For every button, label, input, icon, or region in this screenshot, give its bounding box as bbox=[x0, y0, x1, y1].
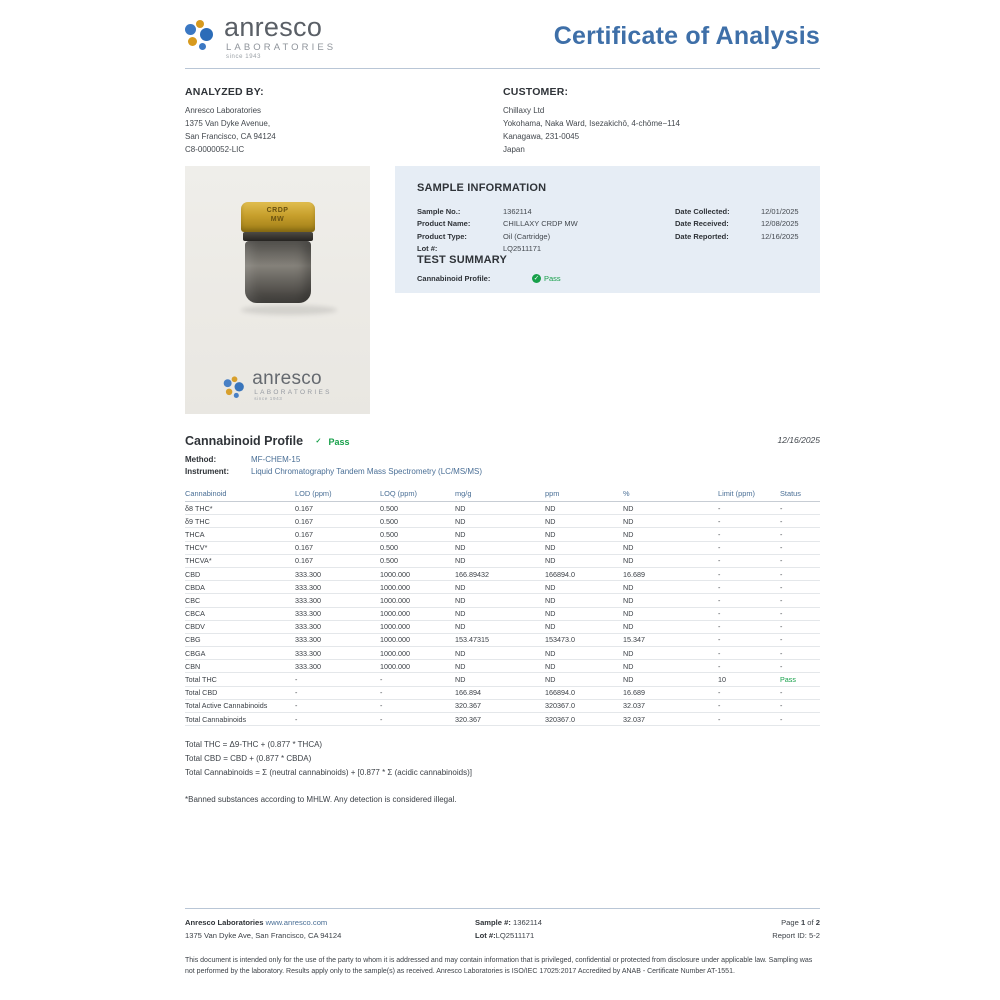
table-row bbox=[185, 541, 820, 554]
table-cell-mgg: ND bbox=[455, 528, 545, 541]
sample-info-key: Sample No.: bbox=[417, 207, 461, 216]
instrument-value: Liquid Chromatography Tandem Mass Spectrometry (LC/MS/MS) bbox=[251, 467, 483, 476]
footer-lab-url[interactable]: www.anresco.com bbox=[265, 918, 328, 927]
formula-line: Total CBD = CBD + (0.877 * CBDA) bbox=[185, 753, 312, 763]
anresco-logo-icon bbox=[223, 377, 240, 394]
jar-lid-label-line2: MW bbox=[270, 215, 285, 223]
table-cell-ppm: ND bbox=[545, 502, 623, 515]
jar-body bbox=[245, 241, 311, 303]
table-cell-sta: - bbox=[780, 581, 820, 594]
sample-info-value: Oil (Cartridge) bbox=[503, 231, 551, 241]
table-cell-ppm: ND bbox=[545, 541, 623, 554]
table-cell-lim: - bbox=[718, 647, 780, 660]
footer-lot-value: LQ2511171 bbox=[495, 930, 535, 940]
sample-information-right-list bbox=[675, 206, 799, 243]
table-row bbox=[185, 581, 820, 594]
col-header-ppm: ppm bbox=[545, 487, 623, 502]
table-row bbox=[185, 647, 820, 660]
table-cell-lod: - bbox=[295, 713, 380, 726]
table-cell-lim: - bbox=[718, 607, 780, 620]
table-cell-pct: 15.347 bbox=[623, 633, 718, 646]
document-footer bbox=[185, 908, 820, 978]
logo-name: anresco bbox=[252, 367, 322, 389]
table-cell-loq: 1000.000 bbox=[380, 567, 455, 580]
table-cell-lod: 0.167 bbox=[295, 515, 380, 528]
table-cell-an: Total Active Cannabinoids bbox=[185, 699, 295, 712]
footer-sample-value: 1362114 bbox=[513, 918, 542, 927]
table-cell-ppm: 320367.0 bbox=[545, 699, 623, 712]
table-cell-lod: 333.300 bbox=[295, 660, 380, 673]
jar-lid bbox=[241, 202, 315, 232]
customer-line: Japan bbox=[503, 144, 525, 154]
table-cell-lim: - bbox=[718, 528, 780, 541]
table-cell-loq: - bbox=[380, 686, 455, 699]
table-cell-mgg: 320.367 bbox=[455, 713, 545, 726]
table-cell-mgg: ND bbox=[455, 581, 545, 594]
page-title: Certificate of Analysis bbox=[553, 22, 820, 50]
table-cell-loq: 0.500 bbox=[380, 502, 455, 515]
table-row bbox=[185, 673, 820, 686]
table-row bbox=[185, 686, 820, 699]
table-cell-ppm: ND bbox=[545, 528, 623, 541]
table-cell-lod: - bbox=[295, 673, 380, 686]
table-cell-lod: 0.167 bbox=[295, 502, 380, 515]
table-cell-loq: 1000.000 bbox=[380, 660, 455, 673]
sample-info-value: CHILLAXY CRDP MW bbox=[503, 219, 578, 229]
table-cell-pct: ND bbox=[623, 607, 718, 620]
banned-substances-note: *Banned substances according to MHLW. Any detection is considered illegal. bbox=[185, 795, 457, 805]
table-row bbox=[185, 633, 820, 646]
table-cell-sta: - bbox=[780, 541, 820, 554]
instrument-line bbox=[185, 467, 820, 476]
table-cell-lod: 333.300 bbox=[295, 567, 380, 580]
table-cell-loq: 0.500 bbox=[380, 515, 455, 528]
table-cell-ppm: ND bbox=[545, 554, 623, 567]
table-cell-loq: 1000.000 bbox=[380, 581, 455, 594]
table-cell-lim: - bbox=[718, 502, 780, 515]
sample-date-value: 12/08/2025 bbox=[761, 219, 799, 229]
table-cell-mgg: ND bbox=[455, 502, 545, 515]
table-cell-an: CBGA bbox=[185, 647, 295, 660]
table-cell-sta: - bbox=[780, 620, 820, 633]
table-cell-lod: 333.300 bbox=[295, 607, 380, 620]
table-cell-pct: ND bbox=[623, 581, 718, 594]
table-cell-loq: 1000.000 bbox=[380, 594, 455, 607]
section-status-label: Pass bbox=[328, 437, 350, 447]
table-cell-loq: 1000.000 bbox=[380, 620, 455, 633]
table-cell-an: Total THC bbox=[185, 673, 295, 686]
col-header-lod: LOD (ppm) bbox=[295, 487, 380, 502]
logo-since: since 1943 bbox=[254, 396, 283, 402]
table-cell-sta: - bbox=[780, 660, 820, 673]
table-cell-ppm: 166894.0 bbox=[545, 567, 623, 580]
table-cell-sta: - bbox=[780, 713, 820, 726]
table-cell-pct: ND bbox=[623, 594, 718, 607]
formula-notes bbox=[185, 738, 820, 779]
table-cell-ppm: ND bbox=[545, 647, 623, 660]
table-row bbox=[185, 515, 820, 528]
product-photo bbox=[185, 166, 370, 414]
sample-date-row bbox=[675, 206, 799, 218]
document-header bbox=[185, 0, 820, 70]
sample-info-key: Product Name: bbox=[417, 219, 471, 229]
table-cell-ppm: ND bbox=[545, 620, 623, 633]
footer-page-total: 2 bbox=[815, 918, 820, 927]
table-cell-sta: - bbox=[780, 567, 820, 580]
customer-line: Chillaxy Ltd bbox=[503, 106, 545, 115]
table-cell-an: CBC bbox=[185, 594, 295, 607]
table-cell-mgg: ND bbox=[455, 607, 545, 620]
table-cell-sta: - bbox=[780, 686, 820, 699]
table-cell-sta: - bbox=[780, 515, 820, 528]
col-header-cannabinoid: Cannabinoid bbox=[185, 487, 295, 502]
table-cell-an: CBDA bbox=[185, 581, 295, 594]
table-cell-pct: ND bbox=[623, 528, 718, 541]
table-row bbox=[185, 699, 820, 712]
section-status-badge bbox=[316, 437, 350, 447]
footer-lab-address: 1375 Van Dyke Ave, San Francisco, CA 94124 bbox=[185, 930, 342, 940]
table-cell-mgg: ND bbox=[455, 660, 545, 673]
table-cell-pct: ND bbox=[623, 660, 718, 673]
table-cell-mgg: 166.89432 bbox=[455, 567, 545, 580]
table-cell-an: CBG bbox=[185, 633, 295, 646]
table-cell-mgg: ND bbox=[455, 554, 545, 567]
table-cell-sta: Pass bbox=[780, 673, 820, 686]
table-cell-an: Total Cannabinoids bbox=[185, 713, 295, 726]
table-row bbox=[185, 528, 820, 541]
table-cell-sta: - bbox=[780, 647, 820, 660]
sample-information-panel bbox=[395, 166, 820, 293]
table-cell-ppm: 320367.0 bbox=[545, 713, 623, 726]
jar-lid-label bbox=[241, 207, 315, 225]
table-cell-lim: - bbox=[718, 699, 780, 712]
table-cell-an: THCV* bbox=[185, 541, 295, 554]
customer-line: Kanagawa, 231-0045 bbox=[503, 131, 580, 141]
table-cell-pct: ND bbox=[623, 502, 718, 515]
table-cell-sta: - bbox=[780, 528, 820, 541]
table-cell-lim: - bbox=[718, 660, 780, 673]
table-cell-lim: - bbox=[718, 686, 780, 699]
table-cell-an: CBCA bbox=[185, 607, 295, 620]
check-icon: ✓ bbox=[315, 438, 322, 445]
table-cell-lod: 333.300 bbox=[295, 594, 380, 607]
photo-watermark-logo bbox=[223, 369, 332, 402]
table-cell-an: CBDV bbox=[185, 620, 295, 633]
table-cell-lim: - bbox=[718, 515, 780, 528]
sample-date-value: 12/01/2025 bbox=[761, 207, 799, 216]
table-cell-pct: 16.689 bbox=[623, 686, 718, 699]
col-header-percent: % bbox=[623, 487, 718, 502]
footer-lab-block bbox=[185, 917, 341, 943]
table-cell-an: CBN bbox=[185, 660, 295, 673]
footer-page-prefix: Page bbox=[781, 918, 799, 927]
table-cell-an: CBD bbox=[185, 567, 295, 580]
formula-line: Total THC = Δ9-THC + (0.877 * THCA) bbox=[185, 740, 323, 750]
formula-line: Total Cannabinoids = Σ (neutral cannabinoids) + [0.877 * Σ (acidic cannabinoids)] bbox=[185, 767, 472, 777]
table-cell-lim: - bbox=[718, 567, 780, 580]
sample-info-key: Product Type: bbox=[417, 231, 467, 241]
sample-date-row bbox=[675, 218, 799, 230]
table-cell-lod: - bbox=[295, 686, 380, 699]
watermark-logo-text bbox=[252, 369, 332, 402]
logo-text bbox=[224, 14, 336, 60]
table-cell-loq: - bbox=[380, 673, 455, 686]
table-cell-ppm: ND bbox=[545, 607, 623, 620]
table-cell-sta: - bbox=[780, 502, 820, 515]
jar-ring bbox=[243, 232, 313, 241]
header-divider bbox=[185, 68, 820, 69]
table-cell-lod: 0.167 bbox=[295, 541, 380, 554]
table-cell-sta: - bbox=[780, 607, 820, 620]
footer-sample-block bbox=[475, 917, 542, 943]
table-cell-lim: - bbox=[718, 594, 780, 607]
test-summary-heading: TEST SUMMARY bbox=[417, 254, 507, 266]
table-cell-lim: - bbox=[718, 541, 780, 554]
table-row bbox=[185, 594, 820, 607]
sample-info-row bbox=[417, 231, 578, 243]
method-value: MF-CHEM-15 bbox=[251, 455, 301, 464]
footer-page-current: 1 bbox=[800, 918, 806, 927]
customer-line: Yokohama, Naka Ward, Isezakichō, 4-chōme−114 bbox=[503, 118, 680, 128]
table-cell-loq: 1000.000 bbox=[380, 607, 455, 620]
analyzed-by-line: San Francisco, CA 94124 bbox=[185, 131, 276, 141]
sample-info-value: LQ2511171 bbox=[503, 244, 542, 254]
table-cell-sta: - bbox=[780, 594, 820, 607]
table-cell-ppm: ND bbox=[545, 581, 623, 594]
table-cell-loq: 1000.000 bbox=[380, 633, 455, 646]
table-row bbox=[185, 554, 820, 567]
table-row bbox=[185, 713, 820, 726]
table-cell-mgg: ND bbox=[455, 647, 545, 660]
table-cell-ppm: 153473.0 bbox=[545, 633, 623, 646]
table-cell-pct: 16.689 bbox=[623, 567, 718, 580]
footer-report-id: Report ID: 5-2 bbox=[772, 930, 820, 940]
table-cell-mgg: ND bbox=[455, 541, 545, 554]
cannabinoid-table-body bbox=[185, 502, 820, 726]
table-cell-lim: - bbox=[718, 581, 780, 594]
sample-date-key: Date Reported: bbox=[675, 231, 729, 241]
analyzed-by-line: C8-0000052-LIC bbox=[185, 144, 245, 154]
analyzed-by-heading: ANALYZED BY: bbox=[185, 86, 264, 98]
cannabinoid-table bbox=[185, 487, 820, 726]
table-cell-sta: - bbox=[780, 633, 820, 646]
sample-date-key: Date Collected: bbox=[675, 207, 730, 216]
test-summary-row bbox=[417, 274, 561, 283]
table-cell-an: THCA bbox=[185, 528, 295, 541]
sample-information-heading: SAMPLE INFORMATION bbox=[417, 182, 547, 194]
sample-info-row bbox=[417, 218, 578, 230]
logo-subtitle: LABORATORIES bbox=[254, 388, 332, 396]
table-cell-lim: - bbox=[718, 713, 780, 726]
table-cell-mgg: ND bbox=[455, 673, 545, 686]
table-cell-mgg: 166.894 bbox=[455, 686, 545, 699]
method-label: Method: bbox=[185, 455, 217, 464]
product-jar-illustration bbox=[241, 202, 315, 315]
col-header-limit: Limit (ppm) bbox=[718, 487, 780, 502]
table-cell-lod: 0.167 bbox=[295, 554, 380, 567]
table-cell-loq: 1000.000 bbox=[380, 647, 455, 660]
table-cell-lim: 10 bbox=[718, 673, 780, 686]
logo-subtitle: LABORATORIES bbox=[226, 42, 337, 53]
table-row bbox=[185, 620, 820, 633]
table-cell-an: δ9 THC bbox=[185, 515, 295, 528]
table-cell-pct: 32.037 bbox=[623, 699, 718, 712]
sample-date-key: Date Received: bbox=[675, 219, 729, 229]
section-date: 12/16/2025 bbox=[777, 435, 820, 445]
table-cell-pct: 32.037 bbox=[623, 713, 718, 726]
table-cell-mgg: ND bbox=[455, 594, 545, 607]
table-cell-loq: 0.500 bbox=[380, 528, 455, 541]
footer-sample-label: Sample #: bbox=[475, 918, 511, 927]
table-cell-mgg: 153.47315 bbox=[455, 633, 545, 646]
table-cell-mgg: 320.367 bbox=[455, 699, 545, 712]
analyzed-by-line: Anresco Laboratories bbox=[185, 106, 262, 115]
table-cell-pct: ND bbox=[623, 647, 718, 660]
footer-lab-name: Anresco Laboratories bbox=[185, 918, 264, 927]
footer-row bbox=[185, 917, 820, 951]
footer-disclaimer: This document is intended only for the use of the party to whom it is addressed and may contain information that is privileged, confidential or protected from disclosure under applicable law. Sampling was not performed by the laboratory. Results apply only to the sample(s) as received. Anresco Laboratories is ISO/IEC 17025:2017 Accredited by ANAB - Certificate Number AT-1551. bbox=[185, 957, 813, 976]
footer-lot-label: Lot #: bbox=[475, 930, 496, 940]
table-cell-ppm: ND bbox=[545, 515, 623, 528]
table-cell-ppm: ND bbox=[545, 673, 623, 686]
table-row bbox=[185, 567, 820, 580]
table-cell-lim: - bbox=[718, 620, 780, 633]
table-cell-ppm: ND bbox=[545, 594, 623, 607]
method-line bbox=[185, 455, 820, 464]
table-cell-sta: - bbox=[780, 699, 820, 712]
test-summary-key: Cannabinoid Profile: bbox=[417, 274, 491, 283]
col-header-status: Status bbox=[780, 487, 820, 502]
logo-since: since 1943 bbox=[226, 53, 262, 60]
sample-date-value: 12/16/2025 bbox=[761, 231, 799, 241]
table-cell-pct: ND bbox=[623, 515, 718, 528]
jar-shadow bbox=[241, 305, 337, 315]
table-cell-loq: 0.500 bbox=[380, 541, 455, 554]
customer-block bbox=[503, 86, 680, 157]
footer-page-of: of bbox=[807, 918, 814, 927]
sample-info-row bbox=[417, 206, 578, 218]
table-cell-loq: - bbox=[380, 713, 455, 726]
footer-page-block bbox=[772, 917, 820, 943]
table-cell-pct: ND bbox=[623, 554, 718, 567]
table-cell-pct: ND bbox=[623, 541, 718, 554]
footer-divider bbox=[185, 908, 820, 909]
cannabinoid-section-header bbox=[185, 432, 820, 452]
sample-info-key: Lot #: bbox=[417, 244, 438, 254]
table-cell-loq: 0.500 bbox=[380, 554, 455, 567]
sample-row bbox=[185, 166, 820, 418]
jar-lid-label-line1: CRDP bbox=[266, 207, 289, 214]
table-cell-lod: - bbox=[295, 699, 380, 712]
table-header-row bbox=[185, 487, 820, 502]
status-badge bbox=[532, 274, 561, 283]
sample-information-left-list bbox=[417, 206, 578, 256]
logo-name: anresco bbox=[224, 12, 323, 42]
table-cell-mgg: ND bbox=[455, 620, 545, 633]
table-cell-lod: 0.167 bbox=[295, 528, 380, 541]
table-cell-lod: 333.300 bbox=[295, 633, 380, 646]
section-title: Cannabinoid Profile bbox=[185, 434, 304, 448]
table-cell-lod: 333.300 bbox=[295, 620, 380, 633]
table-cell-ppm: 166894.0 bbox=[545, 686, 623, 699]
table-cell-lod: 333.300 bbox=[295, 647, 380, 660]
table-cell-sta: - bbox=[780, 554, 820, 567]
table-cell-pct: ND bbox=[623, 673, 718, 686]
customer-heading: CUSTOMER: bbox=[503, 86, 569, 98]
table-cell-an: THCVA* bbox=[185, 554, 295, 567]
table-cell-lod: 333.300 bbox=[295, 581, 380, 594]
anresco-logo bbox=[185, 14, 336, 60]
col-header-loq: LOQ (ppm) bbox=[380, 487, 455, 502]
table-cell-an: δ8 THC* bbox=[185, 502, 295, 515]
table-cell-an: Total CBD bbox=[185, 686, 295, 699]
table-cell-pct: ND bbox=[623, 620, 718, 633]
table-cell-loq: - bbox=[380, 699, 455, 712]
table-cell-lim: - bbox=[718, 554, 780, 567]
document-content bbox=[185, 0, 820, 804]
anresco-logo-icon bbox=[185, 20, 219, 54]
address-row bbox=[185, 86, 820, 162]
sample-date-row bbox=[675, 231, 799, 243]
table-cell-ppm: ND bbox=[545, 660, 623, 673]
col-header-mgg: mg/g bbox=[455, 487, 545, 502]
table-row bbox=[185, 607, 820, 620]
table-row bbox=[185, 660, 820, 673]
analyzed-by-block bbox=[185, 86, 276, 157]
check-icon: ✓ bbox=[533, 275, 540, 282]
instrument-label: Instrument: bbox=[185, 467, 229, 476]
sample-info-value: 1362114 bbox=[503, 207, 532, 216]
table-cell-lim: - bbox=[718, 633, 780, 646]
analyzed-by-line: 1375 Van Dyke Avenue, bbox=[185, 118, 271, 128]
table-row bbox=[185, 502, 820, 515]
table-cell-mgg: ND bbox=[455, 515, 545, 528]
status-badge-label: Pass bbox=[544, 274, 561, 283]
